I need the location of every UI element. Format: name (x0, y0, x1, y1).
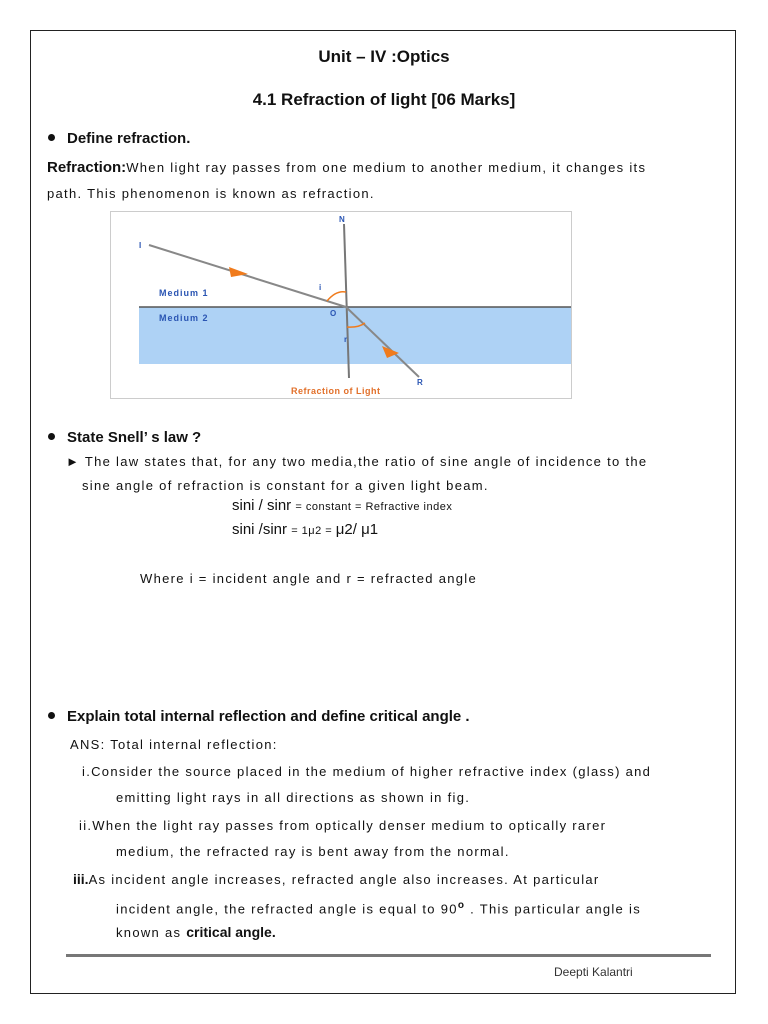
critical-angle-term: critical angle. (186, 924, 276, 940)
formula-1-right: = constant = Refractive index (295, 501, 453, 513)
point-iii-text-2-tail: . This particular angle is (465, 901, 641, 917)
bullet-icon (48, 433, 55, 440)
definition-line-1: When light ray passes from one medium to another medium, it changes its (126, 160, 647, 175)
refraction-definition (47, 155, 737, 207)
snells-law-statement (66, 449, 736, 475)
bullet-icon (48, 712, 55, 719)
point-iii-line-2 (116, 893, 641, 922)
angle-i-arc-icon (327, 292, 346, 301)
formula-1-left: sini / sinr (232, 497, 296, 514)
arrow-bullet-icon: ► (66, 454, 81, 469)
point-iii-text-1: As incident angle increases, refracted angle also increases. At particular (88, 872, 600, 887)
question-snells-law (48, 429, 201, 446)
point-iii-text-2: incident angle, the refracted angle is equal to 90 (116, 901, 458, 917)
label-incident: I (139, 241, 142, 250)
bullet-icon (48, 134, 55, 141)
label-point-o: O (330, 309, 337, 318)
formula-2-right: μ2/ μ1 (335, 521, 379, 538)
label-medium-2: Medium 2 (159, 313, 209, 323)
point-iii-line-1 (73, 866, 600, 893)
snell-line-2: sine angle of refraction is constant for a given light beam. (82, 478, 489, 493)
label-medium-1: Medium 1 (159, 288, 209, 298)
section-title: 4.1 Refraction of light [06 Marks] (252, 90, 516, 109)
point-i-line-2: emitting light rays in all directions as shown in fig. (116, 790, 471, 805)
degree-superscript: o (457, 900, 466, 911)
question-text: Explain total internal reflection and define critical angle . (67, 708, 470, 725)
point-ii-line-2: medium, the refracted ray is bent away from the normal. (116, 844, 510, 859)
diagram-caption: Refraction of Light (291, 386, 381, 396)
refraction-diagram (110, 211, 572, 399)
question-text: Define refraction. (67, 130, 191, 147)
formula-1 (232, 497, 452, 514)
refraction-term: Refraction: (47, 159, 127, 176)
snell-line-1: The law states that, for any two media,the ratio of sine angle of incidence to the (80, 454, 648, 469)
label-angle-i: i (319, 283, 322, 292)
question-text: State Snell’ s law ? (67, 429, 202, 446)
unit-title: Unit – IV :Optics (318, 47, 450, 66)
label-normal: N (339, 215, 345, 224)
question-total-internal-reflection (48, 708, 470, 725)
label-angle-r: r (344, 335, 348, 344)
point-iii-text-3: known as (116, 925, 187, 940)
question-define-refraction (48, 130, 190, 147)
footer-divider (66, 954, 711, 957)
footer-author: Deepti Kalantri (554, 965, 633, 979)
label-refracted: R (417, 378, 423, 387)
formula-2-mid: = 1μ2 = (291, 525, 336, 537)
point-i-line-1: i.Consider the source placed in the medium of higher refractive index (glass) and (82, 764, 652, 779)
definition-line-2: path. This phenomenon is known as refraction. (47, 186, 375, 201)
ans-heading: ANS: Total internal reflection: (70, 737, 278, 752)
formula-2-left: sini /sinr (232, 521, 292, 538)
formula-2 (232, 521, 378, 538)
point-iii-label: iii. (73, 871, 89, 887)
snell-where: Where i = incident angle and r = refracted angle (140, 571, 478, 586)
point-iii-line-3 (116, 919, 276, 946)
point-ii-line-1: ii.When the light ray passes from optically denser medium to optically rarer (79, 818, 607, 833)
